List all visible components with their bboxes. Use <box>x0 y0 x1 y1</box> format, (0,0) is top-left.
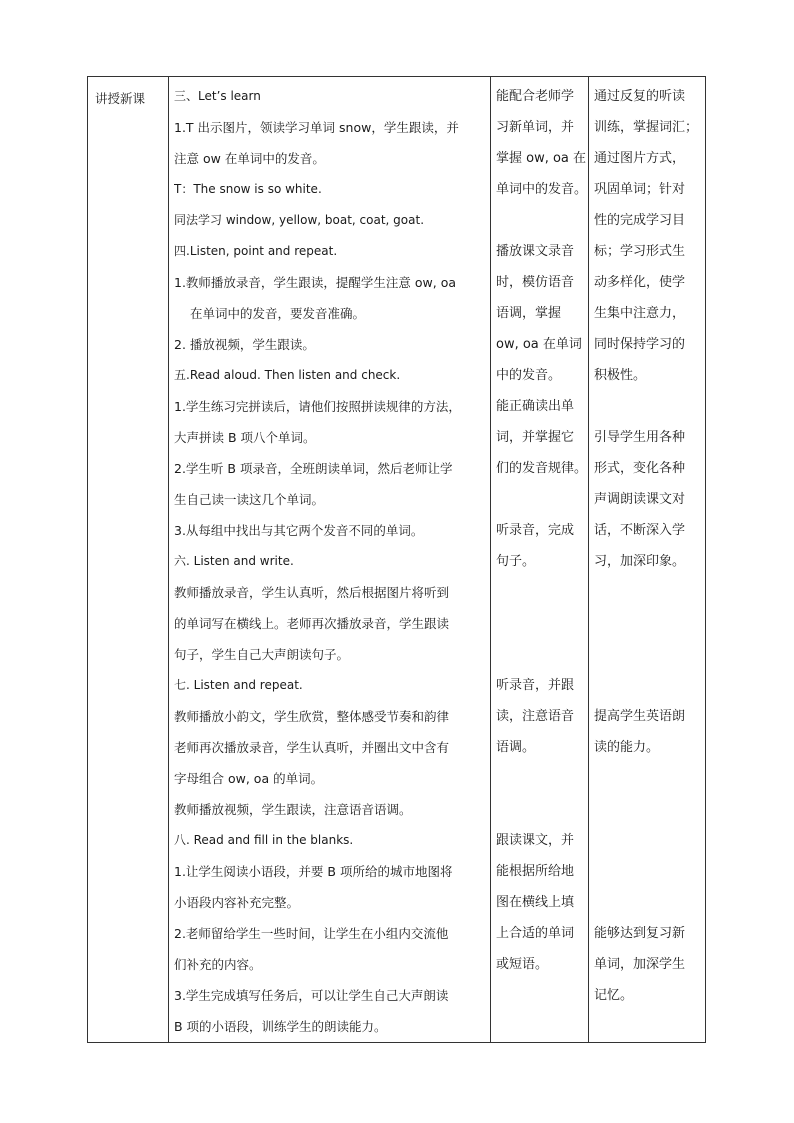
activity-line: 时，模仿语音 <box>496 275 575 290</box>
activity-line: 们的发音规律。 <box>496 461 588 476</box>
intent-line: 通过反复的听读 <box>594 89 686 104</box>
procedure-line: B 项的小语段，训练学生的朗读能力。 <box>174 1019 387 1034</box>
procedure-line: 八. Read and fill in the blanks. <box>174 833 354 847</box>
procedure-line: 2. 播放视频，学生跟读。 <box>174 337 315 352</box>
activity-line: 读，注意语音 <box>496 709 575 724</box>
activity-line: 单词中的发音。 <box>496 182 588 197</box>
procedure-line: 注意 ow 在单词中的发音。 <box>174 151 325 166</box>
intent-line: 同时保持学习的 <box>594 337 686 352</box>
intent-line: 读的能力。 <box>594 740 660 755</box>
procedure-line: 小语段内容补充完整。 <box>174 895 300 910</box>
intent-line: 能够达到复习新 <box>594 926 686 941</box>
procedure-line: 1.让学生阅读小语段，并要 B 项所给的城市地图将 <box>174 864 453 879</box>
intent-line: 记忆。 <box>594 988 634 1003</box>
procedure-line: 三、Let’s learn <box>174 89 261 103</box>
procedure-line: 四.Listen, point and repeat. <box>174 244 338 258</box>
student-activity-cell <box>490 77 588 980</box>
intent-line: 声调朗读课文对 <box>594 492 686 507</box>
procedure-line: 1.教师播放录音，学生跟读，提醒学生注意 ow, oa <box>174 275 457 290</box>
intent-line: 标；学习形式生 <box>594 244 686 259</box>
procedure-line: 3.学生完成填写任务后，可以让学生自己大声朗读 <box>174 988 449 1003</box>
intent-line: 引导学生用各种 <box>594 430 686 445</box>
section-label-cell <box>88 77 168 114</box>
procedure-line: 教师播放录音，学生认真听，然后根据图片将听到 <box>174 585 450 600</box>
intent-line: 生集中注意力， <box>594 306 686 321</box>
design-intent-cell <box>588 77 707 1011</box>
procedure-line: 教师播放小韵文，学生欣赏，整体感受节奏和韵律 <box>174 709 450 724</box>
procedure-line: 在单词中的发音，要发音准确。 <box>190 306 366 321</box>
procedure-cell <box>168 77 490 1042</box>
procedure-line: 五.Read aloud. Then listen and check. <box>174 368 401 382</box>
activity-line: 或短语。 <box>496 957 549 972</box>
activity-line: 中的发音。 <box>496 368 562 383</box>
activity-line: 听录音，完成 <box>496 523 575 538</box>
procedure-line: 教师播放视频，学生跟读，注意语音语调。 <box>174 802 412 817</box>
activity-line: 习新单词，并 <box>496 120 575 135</box>
activity-line: 句子。 <box>496 554 536 569</box>
activity-line: 图在横线上填 <box>496 895 575 910</box>
intent-line: 单词，加深学生 <box>594 957 686 972</box>
intent-line: 话，不断深入学 <box>594 523 686 538</box>
intent-line: 积极性。 <box>594 368 647 383</box>
activity-line: 掌握 ow, oa 在 <box>496 151 587 166</box>
procedure-line: 3.从每组中找出与其它两个发音不同的单词。 <box>174 523 424 538</box>
intent-line: 巩固单词；针对 <box>594 182 686 197</box>
activity-line: 跟读课文，并 <box>496 833 575 848</box>
procedure-line: 们补充的内容。 <box>174 957 262 972</box>
procedure-line: 六. Listen and write. <box>174 554 294 568</box>
intent-line: 性的完成学习目 <box>594 213 686 228</box>
procedure-line: 2.老师留给学生一些时间，让学生在小组内交流他 <box>174 926 449 941</box>
intent-line: 训练，掌握词汇； <box>594 120 699 135</box>
activity-line: 播放课文录音 <box>496 244 575 259</box>
activity-line: 上合适的单词 <box>496 926 575 941</box>
intent-line: 习，加深印象。 <box>594 554 686 569</box>
section-label: 讲授新课 <box>95 91 146 106</box>
activity-line: 能配合老师学 <box>496 89 575 104</box>
procedure-line: 1.学生练习完拼读后，请他们按照拼读规律的方法， <box>174 399 461 414</box>
activity-line: 能正确读出单 <box>496 399 575 414</box>
lesson-plan-table <box>87 76 706 1043</box>
procedure-line: 大声拼读 B 项八个单词。 <box>174 430 316 445</box>
intent-line: 形式，变化各种 <box>594 461 686 476</box>
procedure-line: 句子，学生自己大声朗读句子。 <box>174 647 350 662</box>
activity-line: 语调。 <box>496 740 536 755</box>
activity-line: 语调，掌握 <box>496 306 562 321</box>
activity-line: 能根据所给地 <box>496 864 575 879</box>
activity-line: 词，并掌握它 <box>496 430 575 445</box>
procedure-line: T：The snow is so white. <box>174 182 322 196</box>
activity-line: 听录音，并跟 <box>496 678 575 693</box>
intent-line: 通过图片方式， <box>594 151 686 166</box>
procedure-line: 七. Listen and repeat. <box>174 678 303 692</box>
activity-line: ow, oa 在单词 <box>496 337 582 352</box>
procedure-line: 同法学习 window, yellow, boat, coat, goat. <box>174 213 425 227</box>
procedure-line: 老师再次播放录音，学生认真听，并圈出文中含有 <box>174 740 450 755</box>
intent-line: 动多样化，使学 <box>594 275 686 290</box>
procedure-line: 生自己读一读这几个单词。 <box>174 492 325 507</box>
procedure-line: 的单词写在横线上。老师再次播放录音，学生跟读 <box>174 616 450 631</box>
procedure-line: 字母组合 ow, oa 的单词。 <box>174 771 324 786</box>
procedure-line: 2.学生听 B 项录音，全班朗读单词，然后老师让学 <box>174 461 453 476</box>
intent-line: 提高学生英语朗 <box>594 709 686 724</box>
procedure-line: 1.T 出示图片，领读学习单词 snow，学生跟读，并 <box>174 120 459 135</box>
